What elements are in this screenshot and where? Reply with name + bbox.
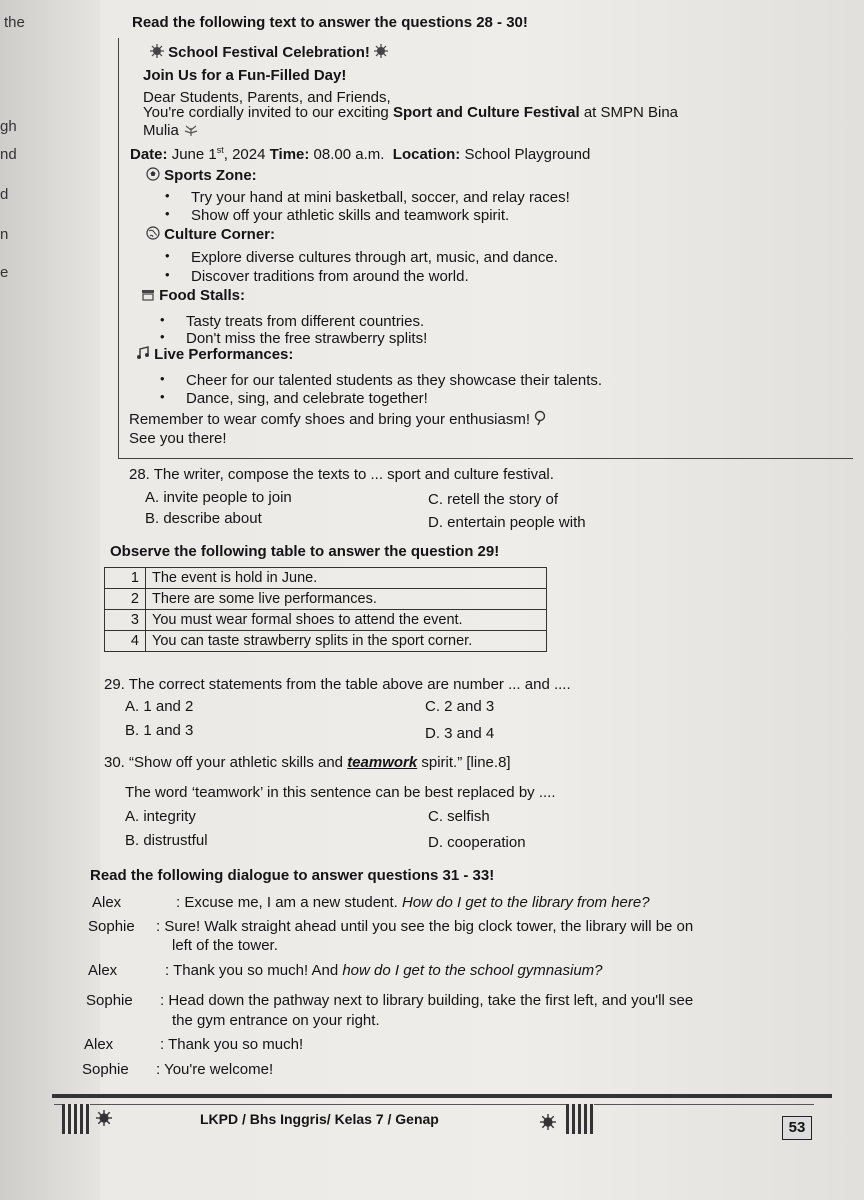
location-value: School Playground: [464, 146, 591, 163]
table-cell-number: 2: [105, 589, 146, 610]
section-heading-text: Food Stalls:: [159, 287, 246, 304]
bullet-item: • Discover traditions from around the world.: [191, 268, 469, 285]
answer-option[interactable]: C. retell the story of: [428, 491, 559, 508]
bullet-item: • Show off your athletic skills and teamwork spirit.: [191, 207, 509, 224]
section-heading-performances: [136, 346, 293, 364]
gutter-word: n: [0, 226, 9, 243]
dialogue-speaker: Alex: [84, 1036, 114, 1053]
question-29-stem: 29. The correct statements from the table above are number ... and ....: [104, 676, 571, 693]
dialogue-line: : Sure! Walk straight ahead until you see the big clock tower, the library will be on: [156, 918, 694, 935]
table-cell-statement: The event is hold in June.: [146, 568, 547, 589]
virus-sticker-icon: [96, 1110, 112, 1131]
page-number: 53: [782, 1116, 812, 1140]
question-28-stem: 28. The writer, compose the texts to ... sport and culture festival.: [129, 466, 554, 483]
answer-option[interactable]: B. describe about: [145, 510, 262, 527]
dialogue-speaker: Sophie: [88, 918, 135, 935]
dialogue-text: Excuse me, I am a new student.: [184, 894, 402, 911]
invitation-greeting: Dear Students, Parents, and Friends,: [143, 89, 391, 106]
section-heading-culture: [146, 226, 275, 244]
table-cell-number: 4: [105, 631, 146, 652]
table-cell-statement: There are some live performances.: [146, 589, 547, 610]
table-cell-statement: You can taste strawberry splits in the sport corner.: [146, 631, 547, 652]
line2-text: Mulia: [143, 122, 179, 139]
globe-icon: [146, 226, 160, 244]
bullet-item: • Tasty treats from different countries.: [186, 313, 424, 330]
bullet-item: • Try your hand at mini basketball, soccer, and relay races!: [191, 189, 570, 206]
table-cell-number: 3: [105, 610, 146, 631]
table-instruction: Observe the following table to answer the question 29!: [110, 543, 500, 560]
footer-stripes-right: [566, 1104, 594, 1134]
line1-text-end: at SMPN Bina: [579, 104, 679, 121]
footer-divider: [52, 1094, 832, 1098]
dialogue-line: : Thank you so much!: [160, 1036, 304, 1053]
dialogue-speaker: Sophie: [82, 1061, 129, 1078]
table-row: [105, 610, 547, 631]
gutter-word: the: [4, 14, 25, 31]
dialogue-text: Thank you so much! And: [173, 962, 343, 979]
gutter-word: gh: [0, 118, 17, 135]
reading-instruction: Read the following text to answer the questions 28 - 30!: [132, 14, 528, 31]
section-heading-text: Culture Corner:: [164, 226, 276, 243]
answer-option[interactable]: C. selfish: [428, 808, 490, 825]
footer-text: LKPD / Bhs Inggris/ Kelas 7 / Genap: [200, 1111, 439, 1127]
answer-option[interactable]: B. 1 and 3: [125, 722, 194, 739]
location-pin-icon: [534, 410, 546, 430]
dialogue-instruction: Read the following dialogue to answer questions 31 - 33!: [90, 867, 495, 884]
bullet-item: • Don't miss the free strawberry splits!: [186, 330, 427, 347]
time-label: Time:: [269, 146, 310, 163]
invitation-line2: [143, 122, 199, 140]
question-30-stem-line2: The word ‘teamwork’ in this sentence can be best replaced by ....: [125, 784, 556, 801]
answer-option[interactable]: D. cooperation: [428, 834, 526, 851]
section-heading-sports: [146, 167, 257, 185]
gutter-word: e: [0, 264, 9, 281]
event-details: [130, 145, 590, 163]
table-cell-statement: You must wear formal shoes to attend the event.: [146, 610, 547, 631]
reminder-text-content: Remember to wear comfy shoes and bring your enthusiasm!: [129, 410, 531, 428]
dialogue-speaker: Alex: [88, 962, 118, 979]
location-label: Location:: [392, 146, 461, 163]
invitation-title: [150, 44, 388, 62]
section-heading-text: Sports Zone:: [164, 167, 257, 184]
q30-highlighted-word: teamwork: [347, 754, 418, 771]
music-note-icon: [136, 346, 150, 364]
dialogue-line-continued: the gym entrance on your right.: [172, 1012, 380, 1029]
dialogue-line: : Excuse me, I am a new student. How do I get to the library from here?: [176, 894, 650, 911]
virus-sticker-icon: [150, 44, 164, 62]
dialogue-text: You're welcome!: [164, 1061, 274, 1078]
dialogue-text: Thank you so much!: [168, 1036, 304, 1053]
invitation-subtitle: Join Us for a Fun-Filled Day!: [143, 67, 347, 84]
invitation-line1: [143, 104, 678, 121]
q30-stem-end: spirit.” [line.8]: [417, 754, 511, 771]
table-row: [105, 589, 547, 610]
answer-option[interactable]: C. 2 and 3: [425, 698, 495, 715]
virus-sticker-icon: [374, 44, 388, 62]
dialogue-text-italic: How do I get to the library from here?: [401, 894, 650, 911]
date-year: , 2024: [223, 146, 266, 163]
answer-option[interactable]: B. distrustful: [125, 832, 208, 849]
date-label: Date:: [130, 146, 168, 163]
section-heading-text: Live Performances:: [154, 346, 294, 363]
date-value: June 1: [171, 146, 217, 163]
festival-name: Sport and Culture Festival: [392, 104, 580, 121]
bullet-item: • Dance, sing, and celebrate together!: [186, 390, 428, 407]
answer-option[interactable]: A. 1 and 2: [125, 698, 194, 715]
invitation-title-text: School Festival Celebration!: [168, 44, 370, 61]
time-value: 08.00 a.m.: [313, 146, 385, 163]
table-row: [105, 568, 547, 589]
dialogue-line-continued: left of the tower.: [172, 937, 278, 954]
answer-option[interactable]: D. entertain people with: [428, 514, 586, 531]
section-heading-food: [141, 287, 245, 305]
dialogue-line: : Thank you so much! And how do I get to the school gymnasium?: [165, 962, 603, 979]
bullet-item: • Cheer for our talented students as they showcase their talents.: [186, 372, 602, 389]
previous-page-gutter: [0, 0, 100, 1200]
virus-sticker-icon: [540, 1114, 556, 1135]
question-30-stem: [104, 754, 511, 771]
q30-stem-start: 30. “Show off your athletic skills and: [104, 754, 348, 771]
bullet-item: • Explore diverse cultures through art, music, and dance.: [191, 249, 558, 266]
soccer-ball-icon: [146, 167, 160, 185]
date-suffix: st: [216, 145, 224, 155]
dialogue-text: Sure! Walk straight ahead until you see the big clock tower, the library will be on: [164, 918, 694, 935]
answer-option[interactable]: A. invite people to join: [145, 489, 292, 506]
table-row: [105, 631, 547, 652]
dialogue-line: : You're welcome!: [156, 1061, 274, 1078]
statements-table: [104, 567, 547, 652]
food-stall-icon: [141, 288, 155, 305]
plant-icon: [183, 123, 199, 140]
reminder-text: [129, 410, 546, 430]
closing-text: See you there!: [129, 430, 227, 447]
table-cell-number: 1: [105, 568, 146, 589]
line1-text: You're cordially invited to our exciting: [143, 104, 393, 121]
dialogue-text-italic: how do I get to the school gymnasium?: [342, 962, 603, 979]
footer-stripes-left: [62, 1104, 90, 1134]
dialogue-speaker: Sophie: [86, 992, 133, 1009]
gutter-word: nd: [0, 146, 17, 163]
gutter-word: d: [0, 186, 9, 203]
dialogue-text: Head down the pathway next to library building, take the first left, and you'll see: [168, 992, 694, 1009]
answer-option[interactable]: D. 3 and 4: [425, 725, 495, 742]
dialogue-line: : Head down the pathway next to library building, take the first left, and you'll see: [160, 992, 694, 1009]
dialogue-speaker: Alex: [92, 894, 122, 911]
answer-option[interactable]: A. integrity: [125, 808, 196, 825]
